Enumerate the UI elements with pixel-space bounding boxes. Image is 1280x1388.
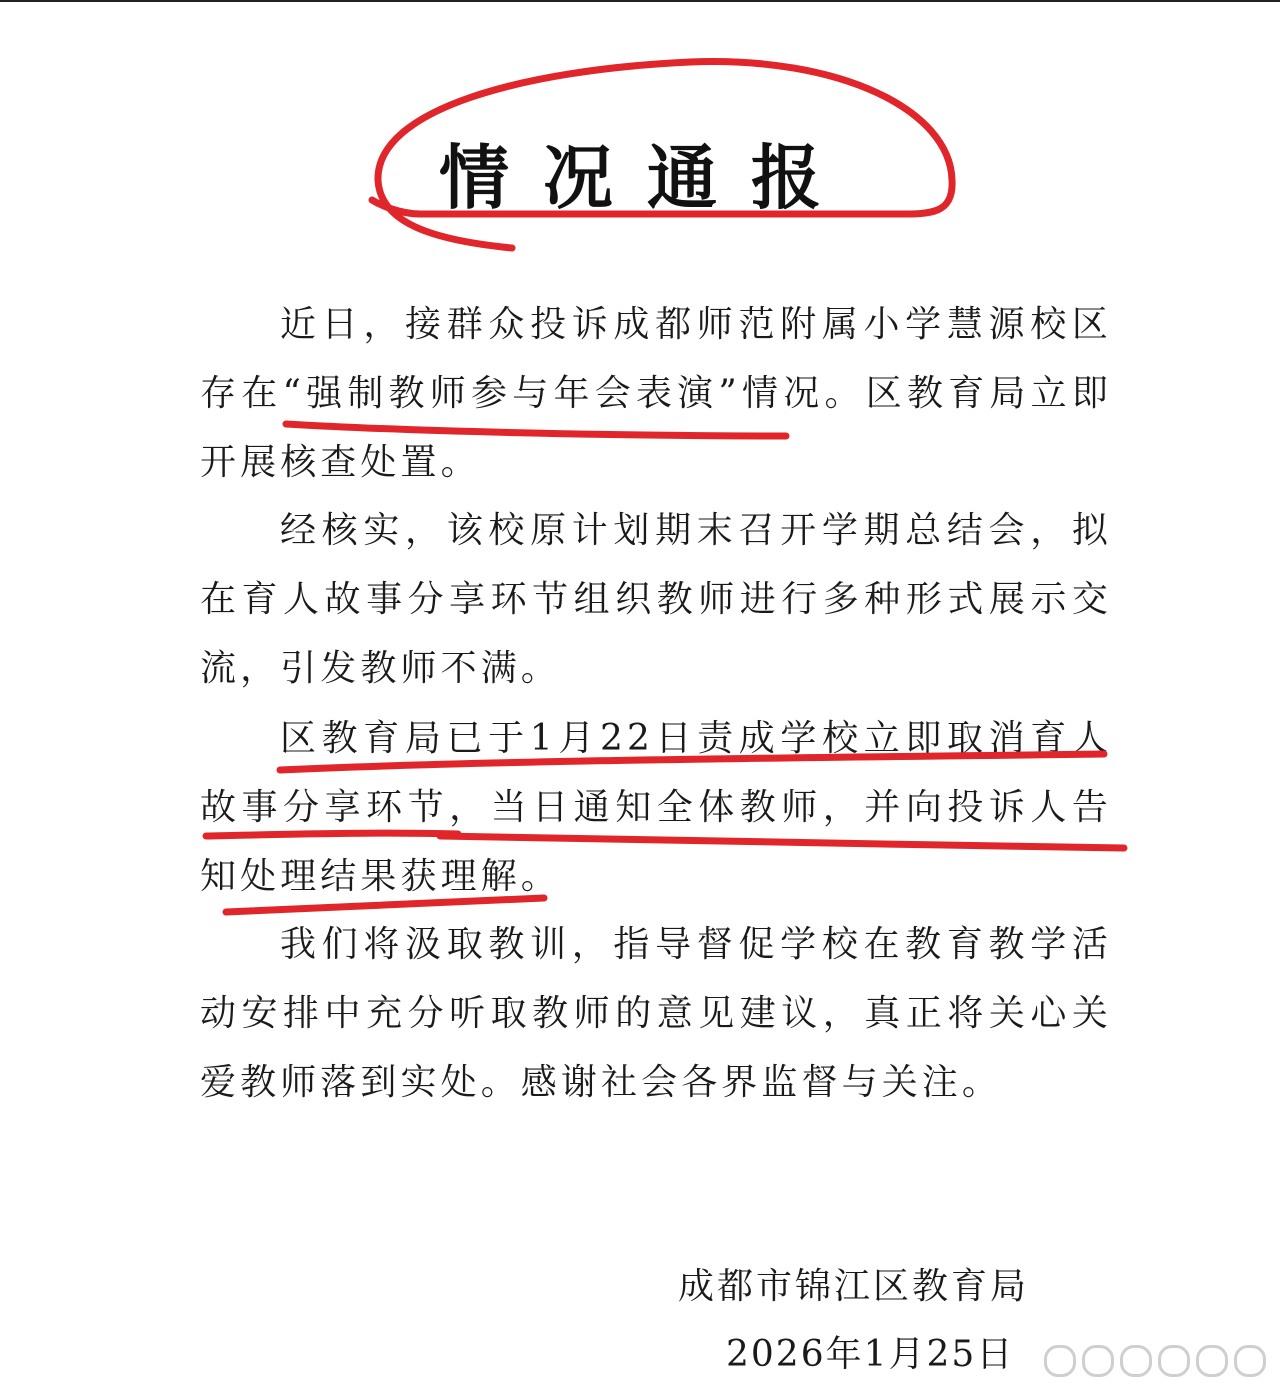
watermark-shape-icon (1234, 1345, 1266, 1377)
document-title: 情况通报 (439, 136, 855, 219)
watermark-shape-icon (1044, 1345, 1076, 1377)
paragraph-action: 区教育局已于1月22日责成学校立即取消育人故事分享环节，当日通知全体教师，并向投诉人告知处理结果获理解。 (200, 718, 1112, 897)
paragraph-verification: 经核实，该校原计划期末召开学期总结会，拟在育人故事分享环节组织教师进行多种形式展示交流，引发教师不满。 (200, 510, 1112, 689)
paragraph-commitment: 我们将汲取教训，指导督促学校在教育教学活动安排中充分听取教师的意见建议，真正将关心关爱教师落到实处。感谢社会各界监督与关注。 (200, 924, 1112, 1103)
paragraph-complaint: 近日，接群众投诉成都师范附属小学慧源校区存在“强制教师参与年会表演”情况。区教育局立即开展核查处置。 (200, 304, 1112, 483)
watermark-shape-icon (1196, 1345, 1228, 1377)
watermark-shape-icon (1082, 1345, 1114, 1377)
signature-organization: 成都市锦江区教育局 (678, 1266, 1030, 1307)
signature-date: 2026年1月25日 (726, 1334, 1015, 1375)
watermark-shape-icon (1120, 1345, 1152, 1377)
watermark-shape-icon (1158, 1345, 1190, 1377)
watermark-overlay (1044, 1340, 1266, 1382)
